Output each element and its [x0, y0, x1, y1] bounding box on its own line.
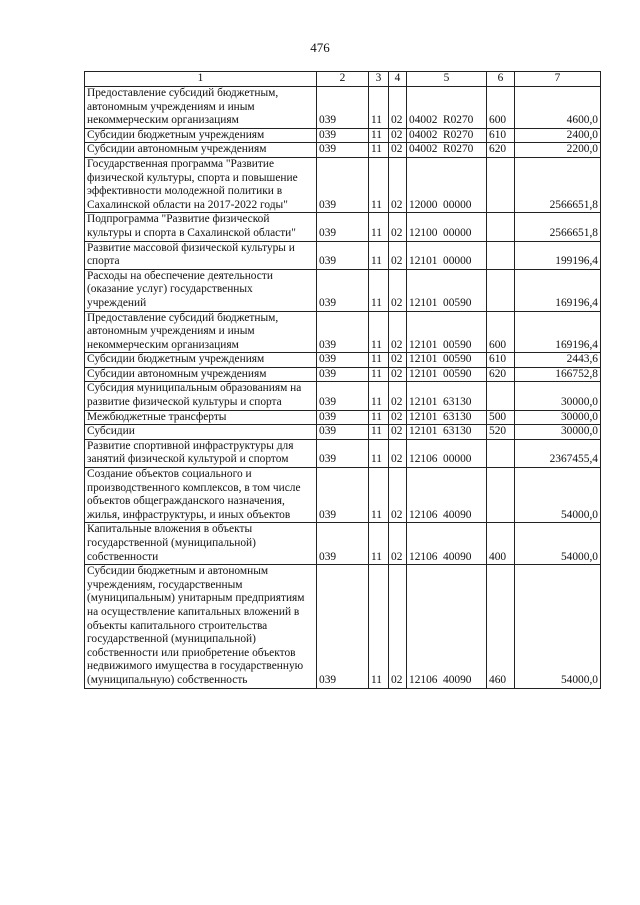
section-code: 11	[369, 128, 389, 143]
expense-type-code: 520	[487, 425, 515, 440]
header-col-1: 1	[85, 72, 317, 87]
row-name: Развитие спортивной инфраструктуры для занятий физической культурой и спортом	[85, 439, 317, 467]
section-code: 11	[369, 425, 389, 440]
article-code	[407, 157, 487, 212]
ministry-code: 039	[317, 128, 369, 143]
section-code: 11	[369, 439, 389, 467]
amount: 2367455,4	[515, 439, 601, 467]
table-row	[85, 523, 601, 565]
article-code-direction: 63130	[443, 425, 472, 438]
subsection-code: 02	[389, 311, 407, 353]
article-code-direction: R0270	[443, 114, 474, 127]
row-name: Межбюджетные трансферты	[85, 410, 317, 425]
amount: 169196,4	[515, 311, 601, 353]
subsection-code: 02	[389, 425, 407, 440]
section-code: 11	[369, 410, 389, 425]
expense-type-code: 620	[487, 143, 515, 158]
amount: 30000,0	[515, 382, 601, 410]
subsection-code: 02	[389, 565, 407, 688]
amount: 54000,0	[515, 523, 601, 565]
article-code	[407, 425, 487, 440]
header-col-4: 4	[389, 72, 407, 87]
article-code-program: 12101	[409, 338, 438, 351]
subsection-code: 02	[389, 269, 407, 311]
expense-type-code	[487, 157, 515, 212]
article-code-program: 04002	[409, 143, 438, 156]
table-row	[85, 269, 601, 311]
table-row	[85, 367, 601, 382]
header-col-6: 6	[487, 72, 515, 87]
section-code: 11	[369, 353, 389, 368]
row-name: Субсидии	[85, 425, 317, 440]
table-row	[85, 410, 601, 425]
section-code: 11	[369, 523, 389, 565]
article-code	[407, 468, 487, 523]
ministry-code: 039	[317, 241, 369, 269]
expense-type-code: 600	[487, 311, 515, 353]
section-code: 11	[369, 311, 389, 353]
article-code	[407, 269, 487, 311]
row-name: Государственная программа "Развитие физической культуры, спорта и повышение эффективности молодежной политики в Сахалинской области на 2017-2022 годы"	[85, 157, 317, 212]
section-code: 11	[369, 213, 389, 241]
article-code-program: 12106	[409, 550, 438, 563]
article-code	[407, 565, 487, 688]
table-row	[85, 468, 601, 523]
section-code: 11	[369, 143, 389, 158]
amount: 2200,0	[515, 143, 601, 158]
article-code-program: 12106	[409, 453, 438, 466]
article-code	[407, 143, 487, 158]
article-code-direction: 00000	[443, 453, 472, 466]
ministry-code: 039	[317, 353, 369, 368]
expense-type-code	[487, 269, 515, 311]
article-code-program: 12101	[409, 367, 438, 380]
header-col-3: 3	[369, 72, 389, 87]
table-row	[85, 425, 601, 440]
subsection-code: 02	[389, 468, 407, 523]
amount: 2566651,8	[515, 213, 601, 241]
expense-type-code: 610	[487, 353, 515, 368]
section-code: 11	[369, 241, 389, 269]
article-code-direction: 00590	[443, 353, 472, 366]
table-row	[85, 565, 601, 688]
ministry-code: 039	[317, 143, 369, 158]
article-code-program: 12101	[409, 425, 438, 438]
table-row	[85, 143, 601, 158]
article-code	[407, 382, 487, 410]
header-col-5: 5	[407, 72, 487, 87]
article-code-direction: 00590	[443, 296, 472, 309]
ministry-code: 039	[317, 367, 369, 382]
table-row	[85, 241, 601, 269]
row-name: Предоставление субсидий бюджетным, автономным учреждениям и иным некоммерческим организациям	[85, 87, 317, 129]
amount: 30000,0	[515, 425, 601, 440]
subsection-code: 02	[389, 143, 407, 158]
table-row	[85, 157, 601, 212]
article-code-direction: 00590	[443, 338, 472, 351]
expense-type-code: 460	[487, 565, 515, 688]
row-name: Создание объектов социального и производственного комплексов, в том числе объектов общегражданского назначения, жилья, инфраструктуры, и иных объектов	[85, 468, 317, 523]
expense-type-code: 600	[487, 87, 515, 129]
ministry-code: 039	[317, 565, 369, 688]
article-code-program: 12101	[409, 410, 438, 423]
article-code	[407, 410, 487, 425]
ministry-code: 039	[317, 439, 369, 467]
article-code-direction: 00000	[443, 255, 472, 268]
article-code	[407, 523, 487, 565]
article-code	[407, 87, 487, 129]
article-code	[407, 367, 487, 382]
expense-type-code: 610	[487, 128, 515, 143]
table-row	[85, 353, 601, 368]
section-code: 11	[369, 157, 389, 212]
amount: 199196,4	[515, 241, 601, 269]
row-name: Субсидия муниципальным образованиям на развитие физической культуры и спорта	[85, 382, 317, 410]
amount: 54000,0	[515, 565, 601, 688]
article-code-direction: R0270	[443, 128, 474, 141]
subsection-code: 02	[389, 157, 407, 212]
article-code-program: 12000	[409, 198, 438, 211]
section-code: 11	[369, 269, 389, 311]
section-code: 11	[369, 87, 389, 129]
expense-type-code	[487, 213, 515, 241]
ministry-code: 039	[317, 468, 369, 523]
expense-type-code	[487, 439, 515, 467]
article-code-program: 04002	[409, 128, 438, 141]
amount: 30000,0	[515, 410, 601, 425]
table-row	[85, 311, 601, 353]
amount: 54000,0	[515, 468, 601, 523]
header-row	[85, 72, 601, 87]
article-code-program: 12100	[409, 226, 438, 239]
article-code-program: 12106	[409, 673, 438, 686]
article-code-direction: 63130	[443, 410, 472, 423]
article-code-program: 04002	[409, 114, 438, 127]
header-col-2: 2	[317, 72, 369, 87]
article-code	[407, 439, 487, 467]
row-name: Расходы на обеспечение деятельности (оказание услуг) государственных учреждений	[85, 269, 317, 311]
row-name: Субсидии бюджетным и автономным учреждениям, государственным (муниципальным) унитарным предприятиям на осуществление капитальных вложений в объекты капитального строительства государственной (муниципальной) собственности или приобретение объектов недвижимого имущества в государственную (муниципальную) собственность	[85, 565, 317, 688]
ministry-code: 039	[317, 213, 369, 241]
article-code-program: 12106	[409, 508, 438, 521]
article-code-direction: R0270	[443, 143, 474, 156]
row-name: Субсидии бюджетным учреждениям	[85, 128, 317, 143]
article-code	[407, 128, 487, 143]
table-row	[85, 213, 601, 241]
ministry-code: 039	[317, 87, 369, 129]
expense-type-code: 400	[487, 523, 515, 565]
ministry-code: 039	[317, 157, 369, 212]
amount: 169196,4	[515, 269, 601, 311]
amount: 2443,6	[515, 353, 601, 368]
expense-type-code: 500	[487, 410, 515, 425]
row-name: Субсидии автономным учреждениям	[85, 367, 317, 382]
budget-table	[84, 71, 601, 689]
ministry-code: 039	[317, 311, 369, 353]
section-code: 11	[369, 367, 389, 382]
article-code-program: 12101	[409, 255, 438, 268]
section-code: 11	[369, 382, 389, 410]
subsection-code: 02	[389, 87, 407, 129]
article-code-direction: 40090	[443, 508, 472, 521]
subsection-code: 02	[389, 353, 407, 368]
subsection-code: 02	[389, 523, 407, 565]
subsection-code: 02	[389, 213, 407, 241]
row-name: Субсидии автономным учреждениям	[85, 143, 317, 158]
subsection-code: 02	[389, 382, 407, 410]
expense-type-code	[487, 382, 515, 410]
article-code	[407, 213, 487, 241]
ministry-code: 039	[317, 410, 369, 425]
table-row	[85, 128, 601, 143]
section-code: 11	[369, 565, 389, 688]
amount: 4600,0	[515, 87, 601, 129]
section-code: 11	[369, 468, 389, 523]
header-col-7: 7	[515, 72, 601, 87]
table-row	[85, 382, 601, 410]
subsection-code: 02	[389, 241, 407, 269]
ministry-code: 039	[317, 425, 369, 440]
article-code-direction: 40090	[443, 550, 472, 563]
article-code-program: 12101	[409, 396, 438, 409]
ministry-code: 039	[317, 382, 369, 410]
row-name: Развитие массовой физической культуры и спорта	[85, 241, 317, 269]
article-code-direction: 00000	[443, 198, 472, 211]
row-name: Капитальные вложения в объекты государственной (муниципальной) собственности	[85, 523, 317, 565]
ministry-code: 039	[317, 523, 369, 565]
table-body	[85, 87, 601, 689]
article-code	[407, 353, 487, 368]
expense-type-code	[487, 241, 515, 269]
expense-type-code	[487, 468, 515, 523]
article-code-program: 12101	[409, 353, 438, 366]
subsection-code: 02	[389, 410, 407, 425]
subsection-code: 02	[389, 439, 407, 467]
amount: 2400,0	[515, 128, 601, 143]
article-code-direction: 00000	[443, 226, 472, 239]
article-code-direction: 63130	[443, 396, 472, 409]
row-name: Предоставление субсидий бюджетным, автономным учреждениям и иным некоммерческим организациям	[85, 311, 317, 353]
subsection-code: 02	[389, 128, 407, 143]
subsection-code: 02	[389, 367, 407, 382]
article-code	[407, 241, 487, 269]
amount: 166752,8	[515, 367, 601, 382]
row-name: Субсидии бюджетным учреждениям	[85, 353, 317, 368]
ministry-code: 039	[317, 269, 369, 311]
row-name: Подпрограмма "Развитие физической культуры и спорта в Сахалинской области"	[85, 213, 317, 241]
amount: 2566651,8	[515, 157, 601, 212]
expense-type-code: 620	[487, 367, 515, 382]
article-code-direction: 40090	[443, 673, 472, 686]
article-code-program: 12101	[409, 296, 438, 309]
article-code	[407, 311, 487, 353]
table-row	[85, 439, 601, 467]
table-row	[85, 87, 601, 129]
page-number: 476	[310, 40, 330, 55]
article-code-direction: 00590	[443, 367, 472, 380]
